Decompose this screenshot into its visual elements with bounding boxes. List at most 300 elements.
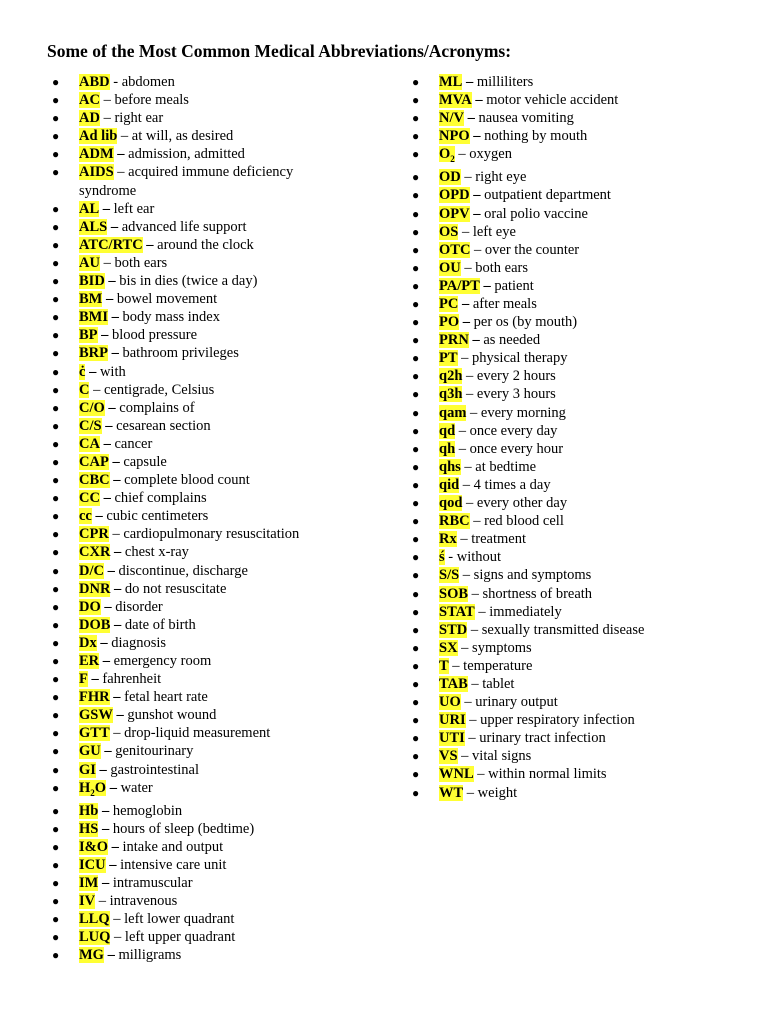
list-item-cap	[52, 453, 352, 471]
list-item-qam	[412, 404, 742, 422]
separator-dash: –	[113, 725, 121, 742]
separator-dash: –	[108, 399, 116, 416]
separator-dash: -	[113, 74, 119, 90]
bullet-icon: ●	[412, 586, 420, 601]
abbreviation-definition: motor vehicle accident	[486, 92, 619, 109]
abbreviation-term: OPV	[439, 205, 470, 222]
bullet-icon: ●	[52, 400, 60, 415]
list-item-adm	[52, 145, 352, 163]
separator-dash: –	[101, 802, 110, 819]
list-item-do	[52, 598, 352, 616]
list-item-qod	[412, 494, 742, 512]
separator-dash: –	[458, 440, 467, 457]
list-item-uti	[412, 729, 742, 747]
separator-dash: –	[109, 856, 117, 873]
bullet-icon: ●	[52, 274, 60, 289]
list-item-f	[52, 670, 352, 688]
abbreviation-definition: diagnosis	[111, 634, 167, 651]
separator-dash: –	[466, 495, 474, 512]
abbreviation-term: Dx	[79, 634, 97, 651]
list-item-pt	[412, 349, 742, 367]
abbreviation-definition: gunshot wound	[127, 707, 217, 724]
abbreviation-definition: outpatient department	[484, 187, 611, 204]
abbreviation-definition: disorder	[115, 598, 163, 615]
abbreviation-definition: before meals	[114, 92, 189, 109]
list-item-hs	[52, 820, 352, 838]
separator-dash: –	[99, 761, 107, 778]
separator-dash: –	[472, 332, 480, 349]
separator-dash: –	[462, 476, 471, 493]
abbreviation-definition: left upper quadrant	[124, 929, 236, 946]
list-item-pa-pt	[412, 277, 742, 295]
abbreviation-term: AIDS	[79, 164, 114, 181]
abbreviation-definition: hours of sleep (bedtime)	[112, 820, 255, 837]
abbreviation-definition: complete blood count	[124, 472, 250, 489]
list-item-opv	[412, 205, 742, 223]
bullet-icon: ●	[412, 315, 420, 330]
abbreviation-term: MVA	[439, 92, 472, 109]
bullet-icon: ●	[412, 731, 420, 746]
bullet-icon: ●	[52, 509, 60, 524]
list-item-std	[412, 621, 742, 639]
separator-dash: –	[113, 689, 121, 706]
abbreviation-term: qhs	[439, 458, 461, 475]
abbreviation-term: PC	[439, 296, 459, 313]
abbreviation-definition: intensive care unit	[120, 856, 227, 873]
abbreviation-term: q3h	[439, 386, 463, 403]
list-item-ad-lib	[52, 127, 352, 145]
list-item-mva	[412, 91, 742, 109]
list-item-bmi	[52, 308, 352, 326]
abbreviation-term: qod	[439, 495, 463, 512]
separator-dash: –	[464, 259, 472, 276]
separator-dash: –	[109, 779, 117, 796]
separator-dash: –	[474, 241, 482, 258]
list-item-icu	[52, 856, 352, 874]
list-item-wnl	[412, 765, 742, 783]
separator-dash: –	[103, 490, 111, 507]
abbreviation-definition: bowel movement	[116, 291, 218, 308]
abbreviation-term: C/S	[79, 417, 102, 434]
abbreviation-definition: upper respiratory infection	[480, 712, 635, 729]
abbreviation-term: qd	[439, 422, 456, 439]
abbreviation-term: BP	[79, 327, 98, 344]
abbreviation-term: AD	[79, 110, 100, 127]
separator-dash: –	[473, 513, 481, 530]
abbreviation-definition: treatment	[471, 531, 526, 548]
abbreviation-definition: sexually transmitted disease	[481, 621, 645, 638]
abbreviation-term: CBC	[79, 472, 110, 489]
list-item-wt	[412, 784, 742, 802]
bullet-icon: ●	[52, 672, 60, 687]
separator-dash: –	[462, 567, 471, 584]
separator-dash: –	[469, 712, 477, 729]
abbreviation-term: qid	[439, 476, 460, 493]
separator-dash: –	[117, 164, 125, 181]
page-title: Some of the Most Common Medical Abbreviations/Acronyms:	[47, 41, 512, 61]
separator-dash: –	[89, 363, 97, 380]
separator-dash: –	[114, 544, 122, 561]
list-item-dnr	[52, 580, 352, 598]
list-item-bid	[52, 272, 352, 290]
bullet-icon: ●	[52, 744, 60, 759]
abbreviation-term: HS	[79, 820, 99, 837]
separator-dash: –	[101, 875, 110, 892]
list-item-gi	[52, 761, 352, 779]
abbreviation-definition: within normal limits	[488, 766, 607, 783]
bullet-icon: ●	[52, 491, 60, 506]
separator-dash: –	[112, 453, 120, 470]
list-item-otc	[412, 241, 742, 259]
bullet-icon: ●	[412, 767, 420, 782]
abbreviation-definition: right eye	[475, 169, 527, 186]
bullet-icon: ●	[52, 255, 60, 270]
abbreviation-definition: fahrenheit	[102, 671, 162, 688]
separator-dash: –	[466, 784, 475, 801]
list-item-c	[52, 381, 352, 399]
abbreviation-term: ER	[79, 653, 100, 669]
bullet-icon: ●	[412, 604, 420, 619]
separator-dash: –	[461, 639, 469, 656]
abbreviation-term: GU	[79, 743, 101, 760]
list-item-symbol	[412, 548, 742, 566]
list-item-c-s	[52, 417, 352, 435]
separator-dash: –	[95, 508, 103, 525]
abbreviation-term: UO	[439, 694, 461, 711]
separator-dash: –	[464, 694, 472, 711]
list-item-dob	[52, 616, 352, 634]
bullet-icon: ●	[52, 75, 60, 89]
list-item-ou	[412, 259, 742, 277]
list-item-uo	[412, 693, 742, 711]
bullet-icon: ●	[52, 346, 60, 361]
bullet-icon: ●	[52, 382, 60, 397]
abbreviation-term: IM	[79, 875, 99, 892]
separator-dash: –	[477, 766, 485, 783]
abbreviation-term: ABD	[79, 74, 110, 90]
abbreviation-term: GI	[79, 761, 96, 778]
abbreviation-term: DOB	[79, 616, 111, 633]
separator-dash: –	[473, 205, 481, 222]
abbreviation-term: F	[79, 671, 88, 688]
abbreviation-term: CXR	[79, 544, 111, 561]
bullet-icon: ●	[412, 129, 420, 144]
bullet-icon: ●	[412, 387, 420, 402]
separator-dash: –	[460, 531, 468, 548]
abbreviation-definition: urinary output	[475, 694, 558, 711]
abbreviation-definition: cancer	[114, 435, 153, 452]
bullet-icon: ●	[412, 75, 420, 89]
abbreviation-term: q2h	[439, 368, 463, 385]
abbreviation-definition: both ears	[114, 254, 168, 271]
bullet-icon: ●	[52, 617, 60, 632]
separator-dash: –	[478, 603, 486, 620]
list-item-au	[52, 254, 352, 272]
abbreviation-definition: per os (by mouth)	[473, 314, 578, 331]
abbreviation-term: OD	[439, 169, 461, 186]
list-item-pc	[412, 295, 742, 313]
list-item-ml	[412, 73, 742, 91]
bullet-icon: ●	[412, 405, 420, 420]
abbreviation-definition: body mass index	[122, 309, 220, 326]
separator-dash: –	[114, 580, 122, 597]
separator-dash: –	[100, 634, 108, 651]
abbreviation-term: ADM	[79, 146, 114, 163]
abbreviation-definition: around the clock	[157, 236, 254, 253]
abbreviation-definition: abdomen	[121, 74, 175, 90]
abbreviation-term: FHR	[79, 689, 110, 706]
bullet-icon: ●	[52, 292, 60, 307]
bullet-icon: ●	[52, 599, 60, 614]
separator-dash: –	[483, 277, 491, 294]
abbreviation-term: AL	[79, 200, 100, 217]
bullet-icon: ●	[412, 333, 420, 348]
abbreviation-definition: right ear	[114, 110, 164, 127]
list-item-s-s	[412, 566, 742, 584]
abbreviation-definition: left eye	[472, 223, 516, 240]
bullet-icon: ●	[412, 622, 420, 637]
separator-dash: –	[465, 74, 474, 90]
abbreviation-definition: vital signs	[472, 748, 532, 765]
abbreviation-term: S/S	[439, 567, 460, 584]
separator-dash: –	[467, 110, 475, 127]
abbreviation-term: ċ	[79, 363, 86, 380]
separator-dash: -	[448, 549, 454, 566]
list-item-q3h	[412, 385, 742, 403]
list-item-luq	[52, 928, 352, 946]
abbreviation-term	[79, 780, 106, 796]
bullet-icon: ●	[52, 563, 60, 578]
separator-dash: –	[473, 128, 481, 145]
list-item-abd	[52, 73, 352, 91]
bullet-icon: ●	[412, 550, 420, 565]
abbreviation-definition: without	[456, 549, 502, 566]
bullet-icon: ●	[412, 785, 420, 800]
list-item-uri	[412, 711, 742, 729]
abbreviation-definition: left lower quadrant	[124, 911, 235, 928]
bullet-icon: ●	[52, 436, 60, 451]
separator-dash: –	[98, 893, 106, 910]
separator-dash: –	[464, 458, 472, 475]
list-item-cc	[52, 507, 352, 525]
list-item-hb	[52, 802, 352, 820]
abbreviation-term: PO	[439, 314, 460, 331]
list-item-t	[412, 657, 742, 675]
abbreviation-definition: every other day	[476, 495, 568, 512]
bullet-icon: ●	[412, 242, 420, 257]
abbreviation-definition: red blood cell	[484, 513, 564, 530]
abbreviation-term: TAB	[439, 675, 468, 692]
abbreviation-list-left	[52, 73, 352, 964]
bullet-icon: ●	[52, 839, 60, 854]
list-item-od	[412, 168, 742, 186]
bullet-icon: ●	[52, 654, 60, 668]
abbreviation-definition: every 2 hours	[476, 368, 556, 385]
bullet-icon: ●	[412, 514, 420, 529]
bullet-icon: ●	[412, 260, 420, 275]
list-item-cbc	[52, 471, 352, 489]
separator-dash: –	[108, 273, 116, 290]
abbreviation-definition: chest x-ray	[124, 544, 189, 561]
abbreviation-term: AU	[79, 254, 100, 271]
abbreviation-definition: genitourinary	[115, 743, 194, 760]
separator-dash: –	[116, 707, 124, 724]
list-item-bp	[52, 326, 352, 344]
abbreviation-term: VS	[439, 748, 458, 765]
bullet-icon: ●	[52, 237, 60, 252]
list-item-cpr	[52, 525, 352, 543]
abbreviation-definition: blood pressure	[112, 327, 197, 344]
abbreviation-definition: cesarean section	[116, 417, 211, 434]
separator-dash: –	[107, 562, 115, 579]
abbreviation-term: N/V	[439, 110, 464, 127]
abbreviation-term: OPD	[439, 187, 470, 204]
bullet-icon: ●	[412, 351, 420, 366]
separator-dash: –	[471, 585, 479, 602]
bullet-icon: ●	[412, 459, 420, 474]
separator-dash: –	[462, 314, 471, 331]
abbreviation-definition: urinary tract infection	[479, 730, 606, 747]
list-item-im	[52, 874, 352, 892]
bullet-icon: ●	[412, 423, 420, 438]
bullet-icon: ●	[52, 762, 60, 777]
abbreviation-term: ś	[439, 549, 445, 566]
list-item-gsw	[52, 706, 352, 724]
abbreviation-term: BID	[79, 273, 105, 290]
bullet-icon: ●	[52, 581, 60, 596]
abbreviation-term: PT	[439, 350, 458, 367]
separator-dash: –	[110, 218, 119, 235]
abbreviation-part: H	[79, 779, 91, 796]
bullet-icon: ●	[412, 441, 420, 456]
bullet-icon: ●	[52, 418, 60, 433]
abbreviation-definition: immediately	[489, 603, 562, 620]
abbreviation-term: Ad lib	[79, 128, 118, 145]
bullet-icon: ●	[412, 640, 420, 655]
list-item-iv	[52, 892, 352, 910]
list-item-cxr	[52, 543, 352, 561]
separator-dash: –	[461, 223, 470, 240]
bullet-icon: ●	[412, 713, 420, 728]
abbreviation-definition: every morning	[480, 404, 566, 421]
list-item-rx	[412, 530, 742, 548]
abbreviation-term: STAT	[439, 603, 475, 620]
abbreviation-definition: both ears	[475, 259, 528, 276]
bullet-icon: ●	[52, 876, 60, 891]
list-item-q2h	[412, 367, 742, 385]
list-item-symbol	[52, 363, 352, 381]
separator-dash: –	[146, 236, 154, 253]
abbreviation-list-right	[412, 73, 742, 802]
abbreviation-term: ICU	[79, 856, 106, 873]
abbreviation-definition: temperature	[463, 657, 533, 674]
abbreviation-definition: symptoms	[472, 639, 532, 656]
abbreviation-definition: water	[120, 779, 153, 796]
abbreviation-term: T	[439, 657, 449, 674]
separator-dash: –	[458, 146, 466, 163]
abbreviation-definition: oxygen	[469, 146, 512, 163]
bullet-icon: ●	[52, 364, 60, 379]
abbreviation-definition: do not resuscitate	[124, 580, 227, 597]
separator-dash: –	[464, 169, 472, 186]
abbreviation-definition: hemoglobin	[112, 802, 183, 819]
abbreviation-definition: 4 times a day	[473, 476, 551, 493]
separator-dash: –	[103, 435, 111, 452]
bullet-icon: ●	[412, 93, 420, 108]
abbreviation-definition: signs and symptoms	[473, 567, 592, 584]
bullet-icon: ●	[52, 726, 60, 741]
list-item-bm	[52, 290, 352, 308]
separator-dash: –	[475, 92, 483, 109]
bullet-icon: ●	[412, 111, 420, 126]
abbreviation-definition: intake and output	[122, 838, 224, 855]
list-item-c-o	[52, 399, 352, 417]
separator-dash: –	[470, 404, 478, 421]
abbreviation-term: RBC	[439, 513, 470, 530]
abbreviation-term: GSW	[79, 707, 113, 724]
abbreviation-term: PRN	[439, 332, 469, 349]
bullet-icon: ●	[52, 527, 60, 542]
abbreviation-definition: bathroom privileges	[122, 345, 239, 362]
list-item-tab	[412, 675, 742, 693]
list-item-o2	[412, 145, 742, 168]
list-item-er	[52, 652, 352, 670]
abbreviation-definition: complains of	[119, 399, 195, 416]
abbreviation-term: DNR	[79, 580, 111, 597]
abbreviation-definition: once every day	[469, 422, 558, 439]
abbreviation-part: O	[439, 146, 451, 163]
abbreviation-term: cc	[79, 508, 92, 525]
separator-dash: –	[452, 657, 460, 674]
separator-dash: –	[103, 254, 111, 271]
abbreviation-term: BRP	[79, 345, 108, 362]
list-item-stat	[412, 603, 742, 621]
abbreviation-definition: over the counter	[484, 241, 580, 258]
abbreviation-definition: cubic centimeters	[106, 508, 209, 525]
list-item-mg	[52, 946, 352, 964]
abbreviation-definition: acquired immune deficiency syndrome	[79, 164, 294, 199]
separator-dash: –	[470, 621, 479, 638]
abbreviation-term	[439, 146, 455, 165]
bullet-icon: ●	[412, 188, 420, 203]
list-item-als	[52, 218, 352, 236]
abbreviation-definition: oral polio vaccine	[484, 205, 588, 222]
abbreviation-definition: at will, as desired	[131, 128, 234, 145]
list-item-vs	[412, 747, 742, 765]
abbreviation-term: qam	[439, 404, 467, 421]
bullet-icon: ●	[412, 496, 420, 511]
list-item-llq	[52, 910, 352, 928]
abbreviation-definition: centigrade, Celsius	[103, 381, 215, 398]
bullet-icon: ●	[412, 749, 420, 764]
abbreviation-term: ALS	[79, 218, 108, 235]
bullet-icon: ●	[52, 454, 60, 469]
abbreviation-definition: every 3 hours	[476, 386, 556, 403]
abbreviation-definition: shortness of breath	[482, 585, 593, 602]
bullet-icon: ●	[412, 658, 420, 673]
abbreviation-definition: once every hour	[469, 440, 564, 457]
list-item-opd	[412, 186, 742, 204]
bullet-icon: ●	[412, 695, 420, 710]
abbreviation-definition: intramuscular	[112, 875, 193, 892]
separator-dash: –	[113, 472, 121, 489]
list-item-cc	[52, 489, 352, 507]
list-item-gtt	[52, 724, 352, 742]
abbreviation-term: MG	[79, 947, 104, 964]
abbreviation-term: Rx	[439, 531, 457, 548]
separator-dash: –	[114, 616, 122, 633]
bullet-icon: ●	[52, 129, 60, 144]
